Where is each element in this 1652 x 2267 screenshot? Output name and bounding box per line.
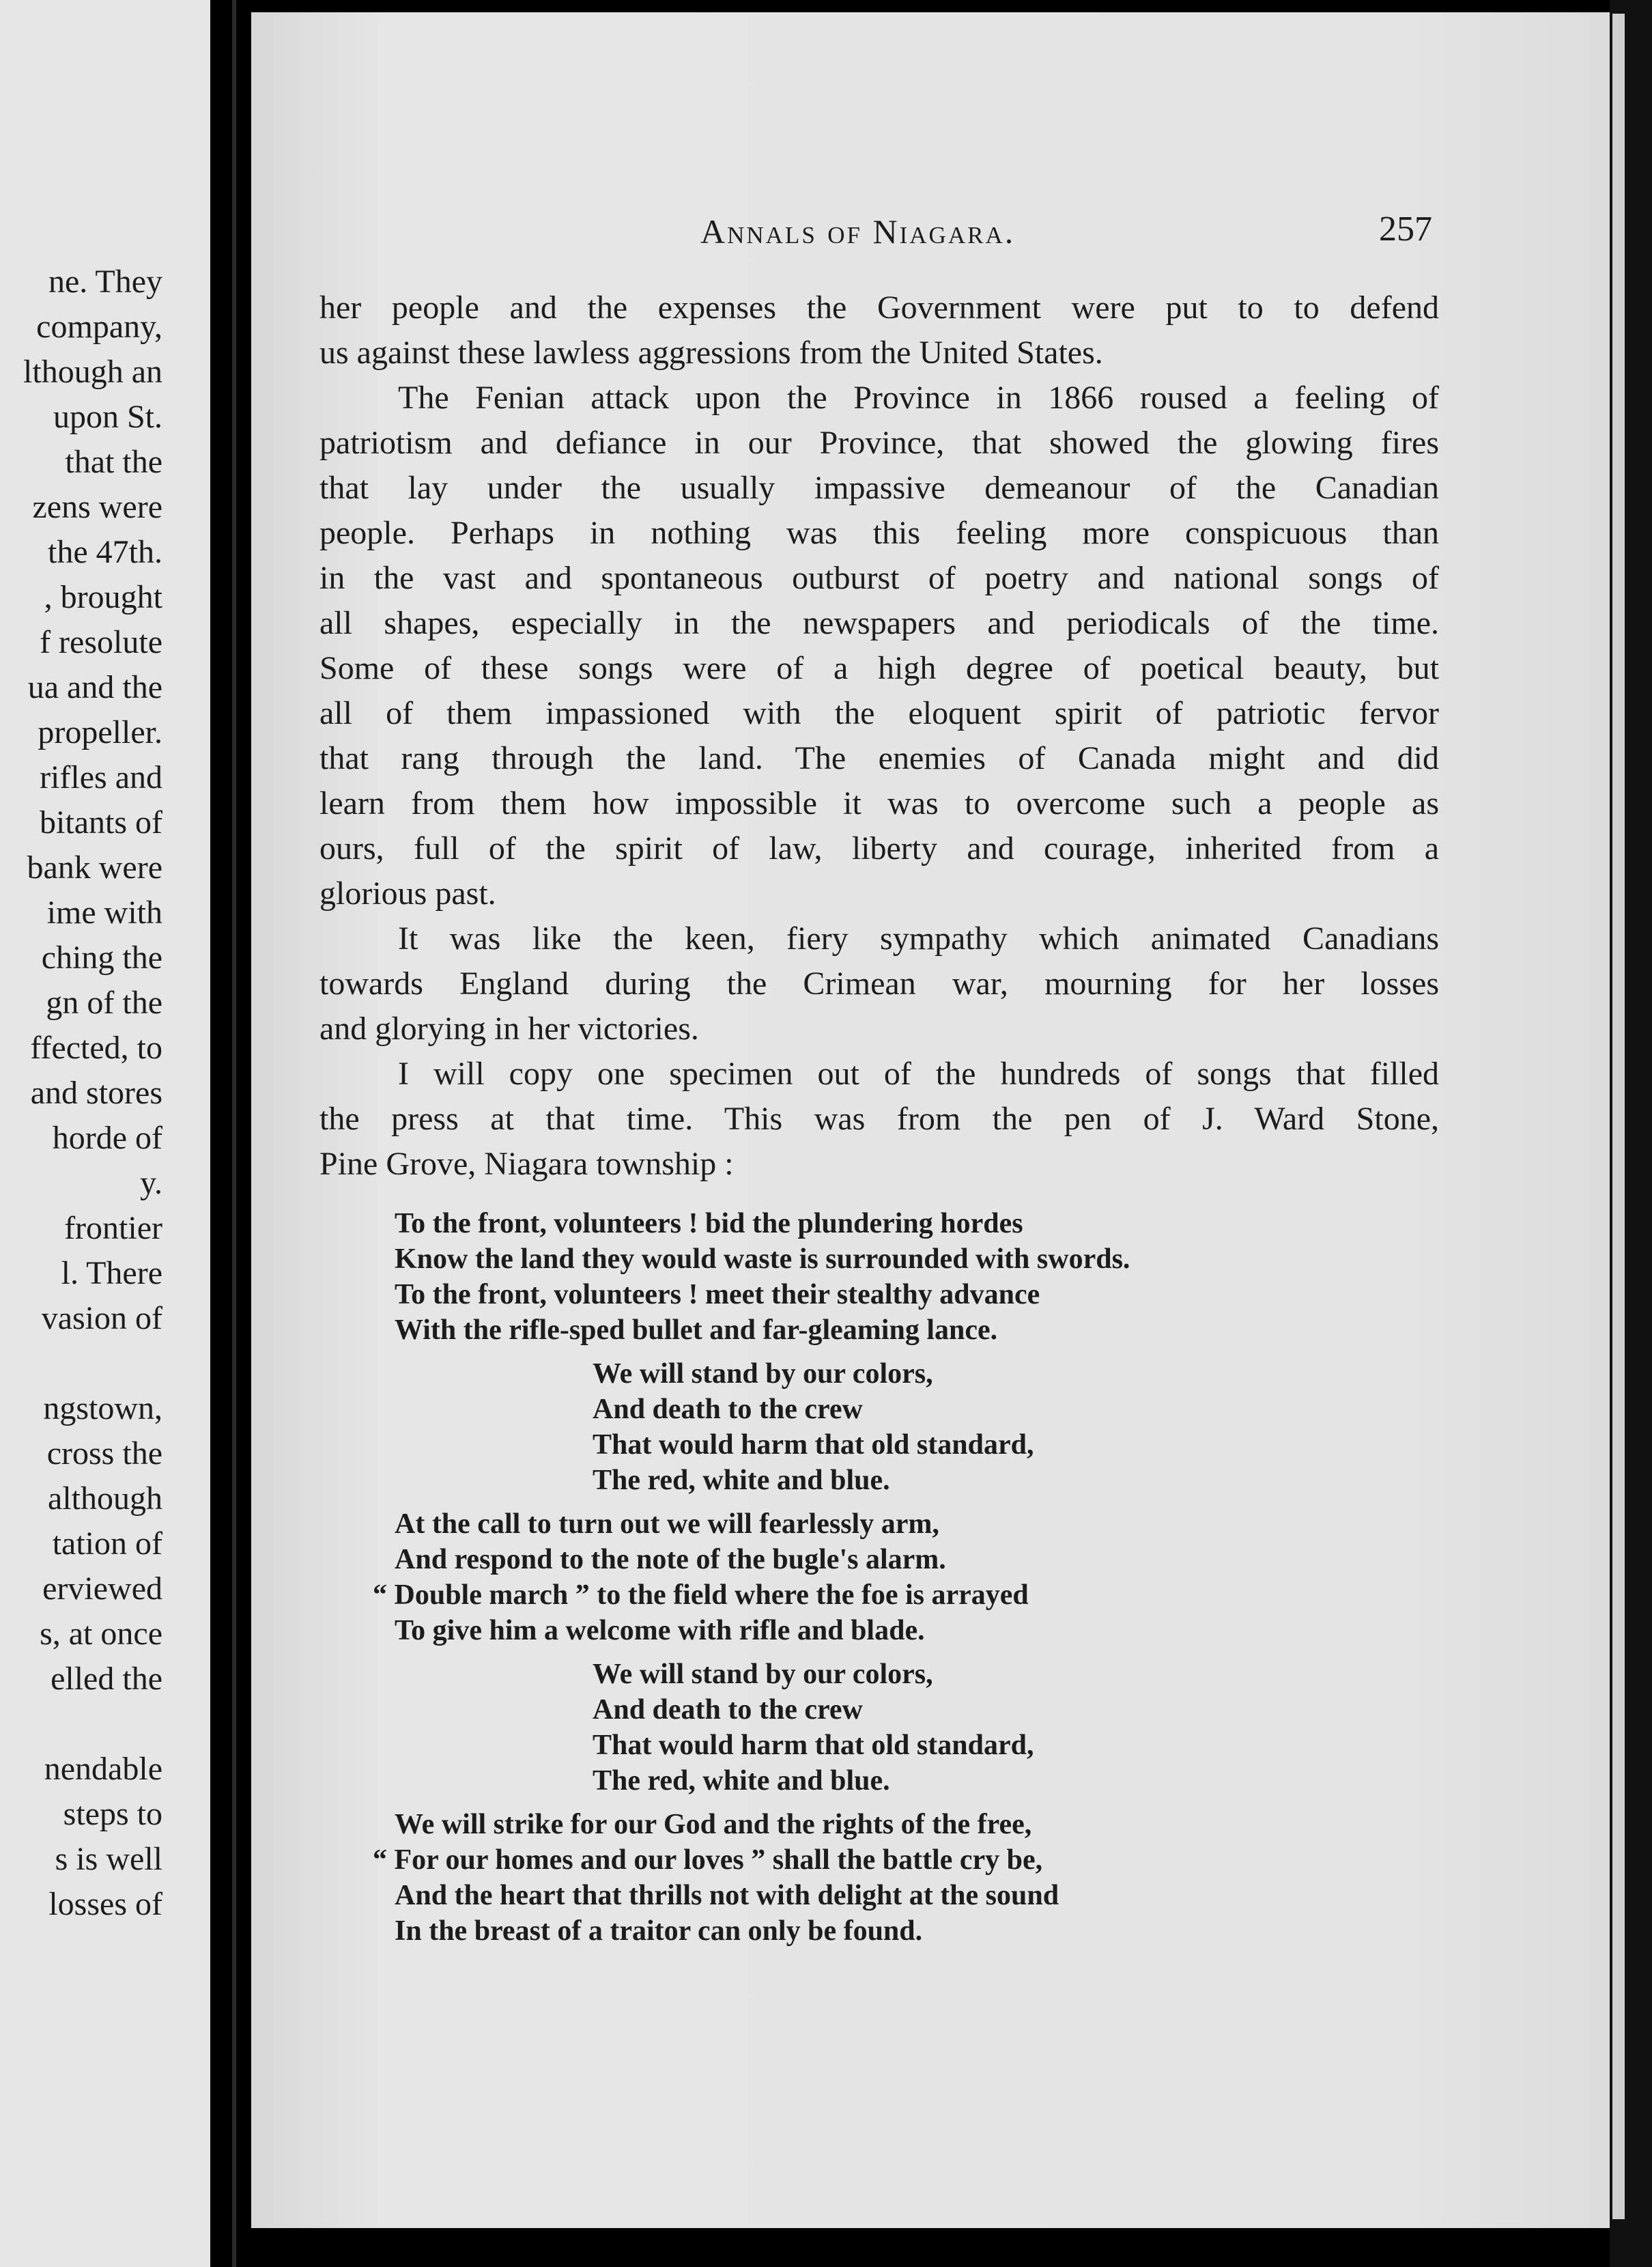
left-line: that the [65, 444, 162, 480]
left-line: ime with [46, 895, 162, 931]
chorus-line: That would harm that old standard, [593, 1730, 1034, 1761]
left-line: propeller. [38, 714, 162, 750]
text-line: glorious past. [319, 875, 496, 912]
left-line: elled the [51, 1661, 162, 1697]
poem-line: To the front, volunteers ! bid the plundering hordes [395, 1208, 1023, 1239]
left-line: horde of [52, 1120, 162, 1156]
left-line: lthough an [23, 354, 162, 390]
chorus-line: That would harm that old standard, [593, 1429, 1034, 1461]
poem-line: And the heart that thrills not with delight at the sound [395, 1880, 1059, 1911]
stanza-gap [395, 1498, 1350, 1506]
poem-line: With the rifle-sped bullet and far-gleaming lance. [395, 1314, 998, 1346]
left-line: ne. They [48, 264, 162, 300]
left-line: steps to [63, 1796, 162, 1832]
text-line: ours, full of the spirit of law, liberty and courage, inherited from a [319, 830, 1439, 867]
text-line: people. Perhaps in nothing was this feeling more conspicuous than [319, 515, 1439, 551]
text-line: It was like the keen, fiery sympathy which animated Canadians [398, 920, 1439, 957]
left-line: ngstown, [43, 1390, 162, 1426]
text-line: the press at that time. This was from the pen of J. Ward Stone, [319, 1101, 1439, 1137]
left-line: ching the [41, 940, 162, 976]
left-line: nendable [44, 1751, 162, 1787]
text-line: Some of these songs were of a high degree of poetical beauty, but [319, 650, 1439, 686]
left-facing-page [0, 0, 210, 2267]
page-edge-strip [1612, 14, 1625, 2219]
poem-line: “ For our homes and our loves ” shall the battle cry be, [373, 1844, 1043, 1876]
chorus-line: The red, white and blue. [593, 1765, 890, 1797]
body-text [319, 285, 1439, 1187]
book-gutter [232, 0, 236, 2267]
stanza-gap [395, 1648, 1350, 1657]
chorus-line: We will stand by our colors, [593, 1659, 933, 1690]
poem-line: We will strike for our God and the rights of the free, [395, 1809, 1032, 1840]
left-line: s, at once [40, 1616, 162, 1652]
text-line: all of them impassioned with the eloquent spirit of patriotic fervor [319, 695, 1439, 731]
left-line: although [48, 1480, 162, 1517]
page-edge [1610, 0, 1652, 2267]
text-line: in the vast and spontaneous outburst of poetry and national songs of [319, 560, 1439, 596]
left-line: frontier [64, 1210, 162, 1246]
left-page-text [23, 259, 162, 1927]
left-line: vasion of [41, 1300, 162, 1336]
text-line: that lay under the usually impassive demeanour of the Canadian [319, 470, 1439, 506]
poem-line: At the call to turn out we will fearlessly arm, [395, 1508, 939, 1540]
text-line: that rang through the land. The enemies of Canada might and did [319, 740, 1439, 776]
left-line: gn of the [46, 985, 162, 1021]
book-page [251, 12, 1610, 2228]
left-line: ffected, to [30, 1030, 162, 1066]
poem-line: Know the land they would waste is surrounded with swords. [395, 1243, 1130, 1275]
chorus-line: And death to the crew [593, 1694, 863, 1726]
chorus-line: We will stand by our colors, [593, 1358, 933, 1390]
left-line: bitants of [40, 804, 162, 841]
left-line: l. There [61, 1255, 162, 1291]
left-line: s is well [55, 1841, 162, 1877]
text-line: patriotism and defiance in our Province, that showed the glowing fires [319, 425, 1439, 461]
page-number: 257 [1379, 210, 1432, 249]
left-line: the 47th. [48, 534, 162, 570]
chorus-line: The red, white and blue. [593, 1465, 890, 1496]
poem-line: To the front, volunteers ! meet their stealthy advance [395, 1279, 1040, 1310]
text-line: Pine Grove, Niagara township : [319, 1146, 734, 1182]
text-line: and glorying in her victories. [319, 1011, 699, 1047]
poem [373, 1206, 1350, 1949]
running-title: Annals of Niagara. [700, 212, 1016, 251]
stanza-gap [395, 1348, 1350, 1356]
text-line: towards England during the Crimean war, mourning for her losses [319, 966, 1439, 1002]
text-line: all shapes, especially in the newspapers and periodicals of the time. [319, 605, 1439, 641]
left-line: and stores [30, 1075, 162, 1111]
left-line: ua and the [27, 669, 162, 705]
left-line: , brought [44, 579, 162, 615]
poem-line: “ Double march ” to the field where the foe is arrayed [373, 1579, 1029, 1611]
left-line-gap [23, 1702, 162, 1747]
text-line: I will copy one specimen out of the hundreds of songs that filled [398, 1056, 1439, 1092]
left-line: upon St. [53, 399, 162, 435]
text-line: her people and the expenses the Government were put to to defend [319, 290, 1439, 326]
left-line: cross the [46, 1435, 162, 1472]
text-line: us against these lawless aggressions from the United States. [319, 335, 1103, 371]
poem-line: To give him a welcome with rifle and blade. [395, 1615, 925, 1646]
stanza-gap [395, 1799, 1350, 1807]
left-line: erviewed [42, 1571, 162, 1607]
page-header [251, 212, 1610, 259]
poem-line: In the breast of a traitor can only be found. [395, 1915, 923, 1947]
left-line: bank were [27, 849, 162, 886]
left-line: company, [36, 309, 162, 345]
left-line: rifles and [40, 759, 162, 795]
chorus-line: And death to the crew [593, 1394, 863, 1425]
poem-line: And respond to the note of the bugle's alarm. [395, 1544, 946, 1575]
left-line-gap [23, 1341, 162, 1386]
text-line: learn from them how impossible it was to overcome such a people as [319, 785, 1439, 821]
left-line: f resolute [40, 624, 162, 660]
left-line: losses of [48, 1886, 162, 1922]
left-line: zens were [32, 489, 162, 525]
text-line: The Fenian attack upon the Province in 1866 roused a feeling of [398, 380, 1439, 416]
left-line: tation of [52, 1525, 162, 1562]
left-line: y. [140, 1165, 162, 1201]
